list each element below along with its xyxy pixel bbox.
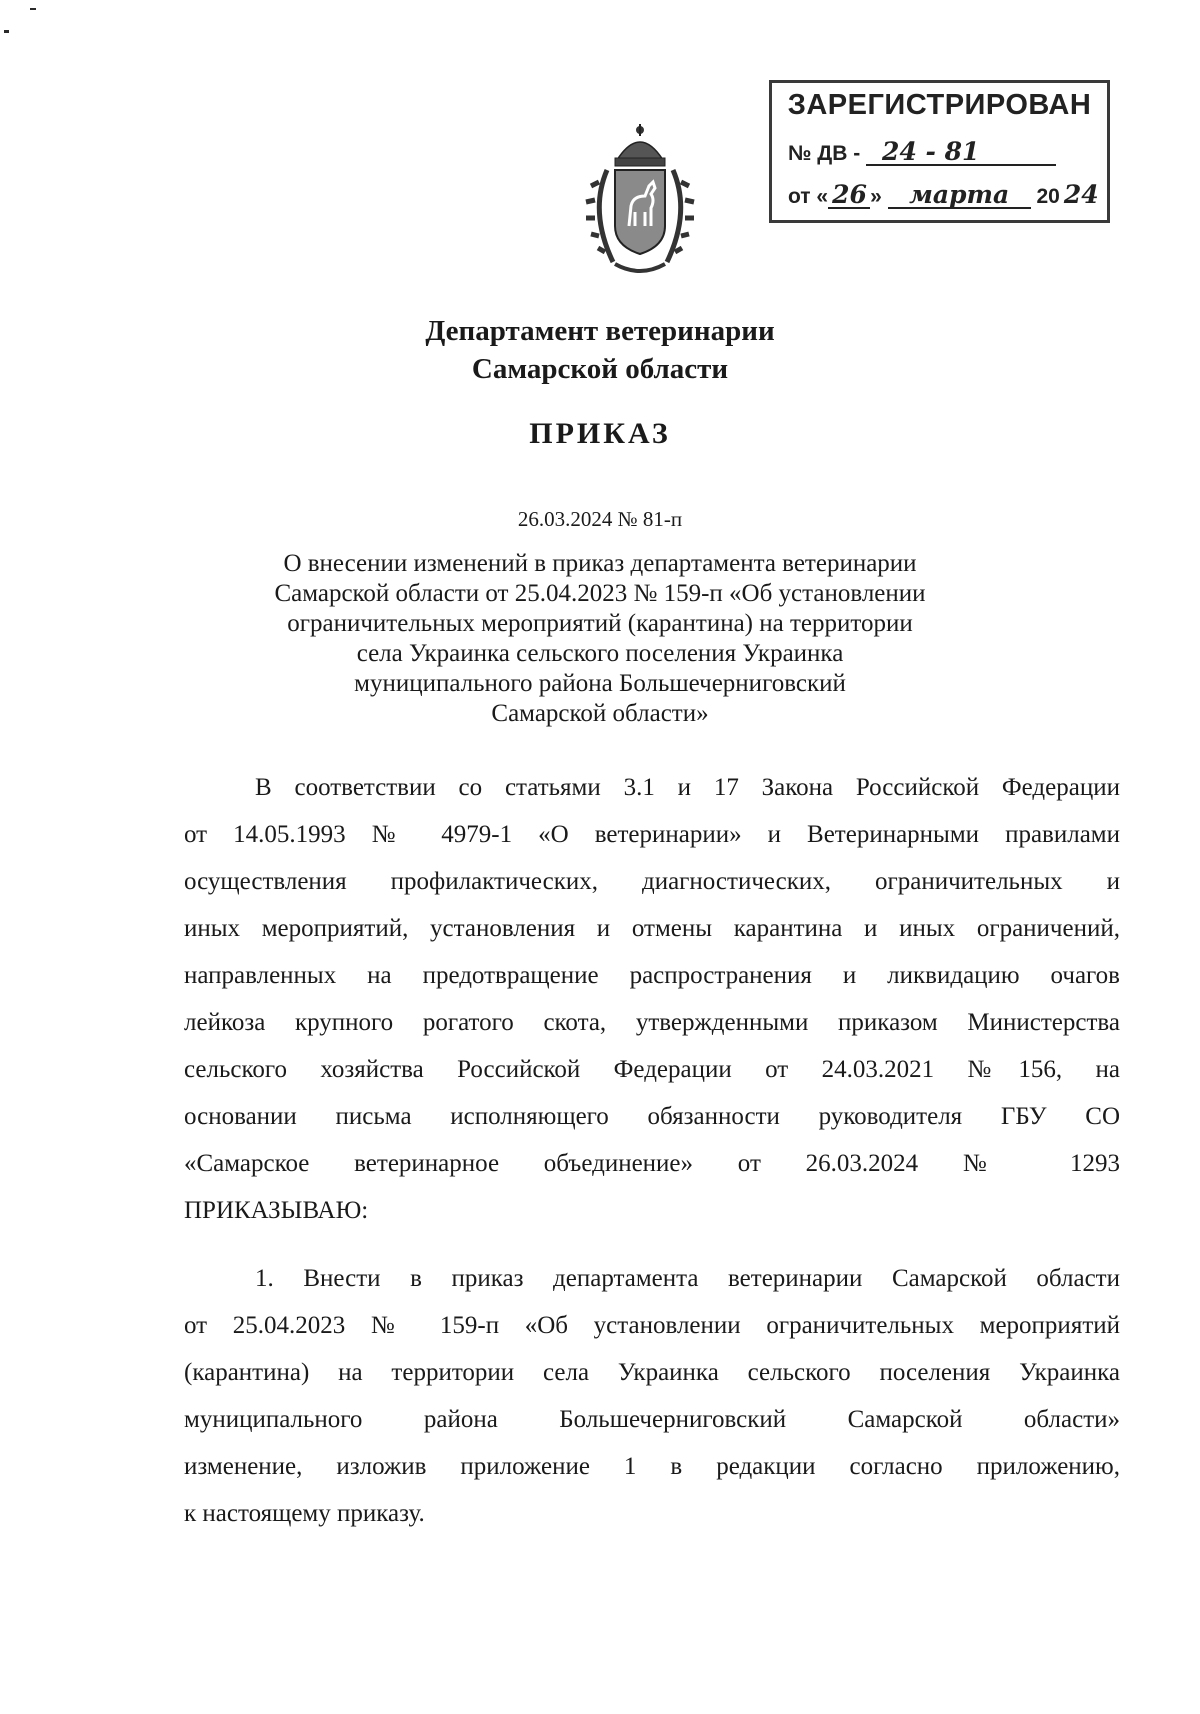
body-line: от 25.04.2023 № 159-п «Об установлении ограничительных мероприятий bbox=[184, 1312, 1120, 1339]
body-line: направленных на предотвращение распространения и ликвидацию очагов bbox=[184, 962, 1120, 989]
body-line: к настоящему приказу. bbox=[184, 1500, 425, 1527]
scan-speck bbox=[30, 8, 36, 10]
preamble-paragraph bbox=[184, 764, 1120, 1234]
registration-stamp bbox=[769, 80, 1110, 223]
body-line: сельского хозяйства Российской Федерации от 24.03.2021 №156, на bbox=[184, 1056, 1120, 1083]
body-line-order-word: ПРИКАЗЫВАЮ: bbox=[184, 1197, 369, 1224]
body-line: осуществления профилактических, диагностических, ограничительных и bbox=[184, 868, 1120, 895]
subject-line: Самарской области от 25.04.2023 № 159-п «Об установлении bbox=[274, 580, 926, 607]
coat-of-arms-emblem bbox=[585, 122, 695, 282]
stamp-number-label: № ДВ - bbox=[788, 142, 861, 165]
stamp-date-mid: » bbox=[870, 185, 882, 208]
document-date-number: 26.03.2024 № 81-п bbox=[517, 507, 683, 531]
document-type-title: ПРИКАЗ bbox=[529, 417, 671, 450]
document-subject bbox=[0, 549, 1200, 729]
subject-line: муниципального района Большечерниговский bbox=[354, 670, 846, 697]
stamp-date-line bbox=[788, 180, 1099, 209]
org-name-line-1: Департамент ветеринарии bbox=[425, 315, 775, 347]
body-line: В соответствии со статьями 3.1 и 17 Закона Российской Федерации bbox=[255, 774, 1120, 801]
stamp-number-line bbox=[788, 137, 1056, 166]
body-line: основании письма исполняющего обязанности руководителя ГБУ СО bbox=[184, 1103, 1120, 1130]
stamp-date-prefix: от « bbox=[788, 185, 829, 208]
subject-line: О внесении изменений в приказ департамента ветеринарии bbox=[283, 550, 917, 577]
body-line: изменение, изложив приложение 1 в редакции согласно приложению, bbox=[184, 1453, 1120, 1480]
body-line: иных мероприятий, установления и отмены карантина и иных ограничений, bbox=[184, 915, 1120, 942]
scan-speck bbox=[4, 30, 9, 33]
stamp-number-handwritten: 24 - 81 bbox=[866, 140, 1056, 166]
stamp-date-day-handwritten: 26 bbox=[828, 183, 870, 209]
order-item-1 bbox=[184, 1255, 1120, 1537]
subject-line: ограничительных мероприятий (карантина) на территории bbox=[287, 610, 913, 637]
subject-line: Самарской области» bbox=[491, 700, 709, 727]
body-line: «Самарское ветеринарное объединение» от 26.03.2024 № 1293 bbox=[184, 1150, 1120, 1177]
body-line: (карантина) на территории села Украинка сельского поселения Украинка bbox=[184, 1359, 1120, 1386]
org-name-line-2: Самарской области bbox=[471, 353, 729, 385]
stamp-date-month-handwritten: марта bbox=[888, 183, 1031, 209]
stamp-date-year-handwritten: 24 bbox=[1063, 180, 1099, 209]
body-line: муниципального района Большечерниговский Самарской области» bbox=[184, 1406, 1120, 1433]
body-line: 1. Внести в приказ департамента ветеринарии Самарской области bbox=[255, 1265, 1120, 1292]
body-line: от 14.05.1993 № 4979-1 «О ветеринарии» и Ветеринарными правилами bbox=[184, 821, 1120, 848]
stamp-title: ЗАРЕГИСТРИРОВАН bbox=[787, 89, 1092, 121]
body-line: лейкоза крупного рогатого скота, утвержденными приказом Министерства bbox=[184, 1009, 1120, 1036]
subject-line: села Украинка сельского поселения Украинка bbox=[356, 640, 844, 667]
stamp-date-year-prefix: 20 bbox=[1036, 185, 1060, 208]
